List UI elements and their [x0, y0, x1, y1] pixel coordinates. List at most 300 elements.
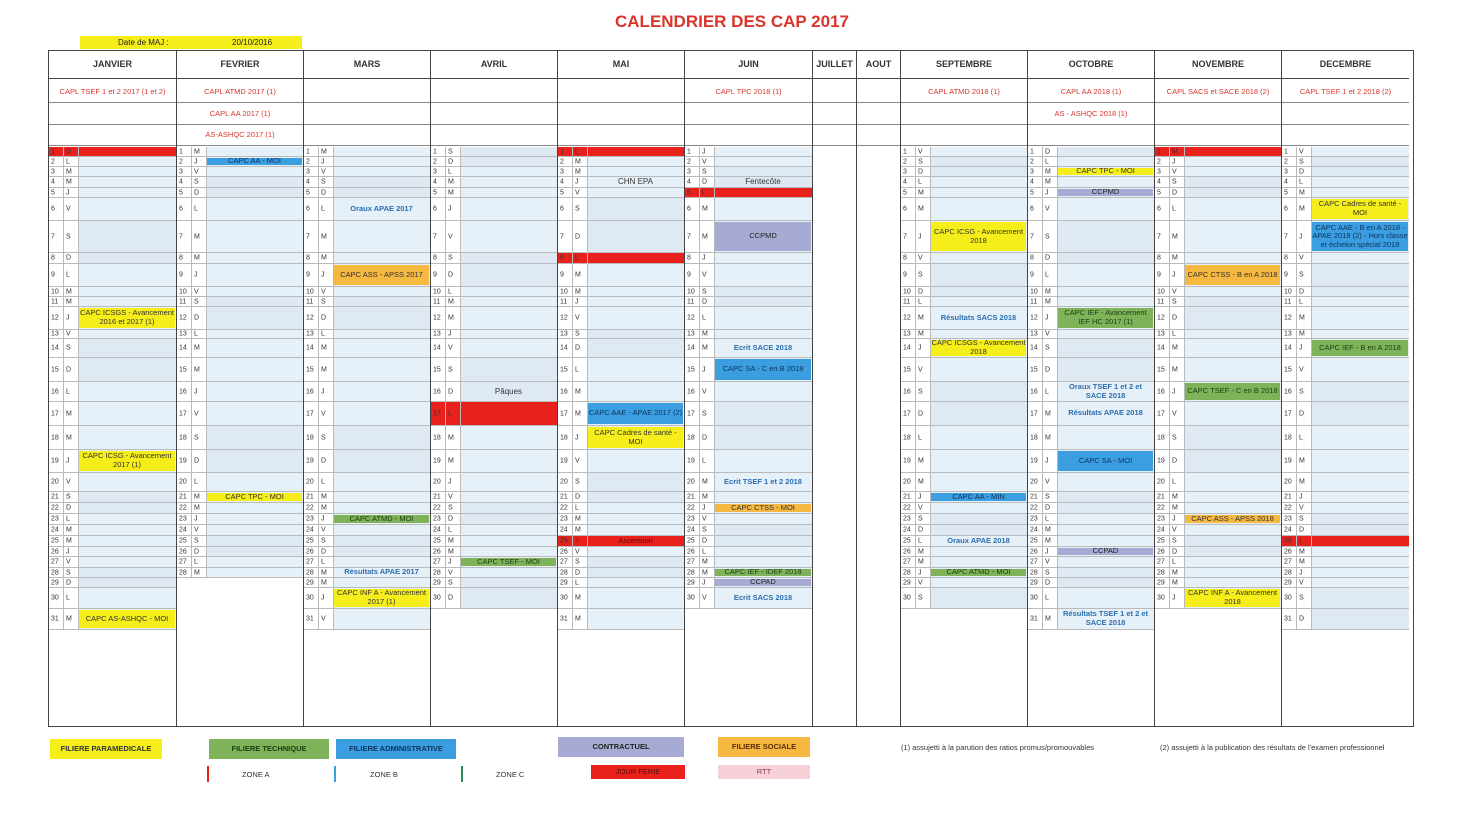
day-number: 23 [306, 515, 314, 523]
cell-divider [714, 307, 715, 329]
cell-divider [206, 382, 207, 401]
day-row [177, 382, 303, 402]
weekday-letter: M [321, 344, 327, 352]
weekday-letter: S [448, 504, 453, 512]
day-cell-bg [461, 525, 557, 535]
weekday-letter: S [321, 178, 326, 186]
cell-divider [63, 221, 64, 252]
day-number: 13 [433, 330, 441, 338]
day-row [685, 188, 812, 198]
cell-divider [206, 253, 207, 263]
day-number: 8 [51, 254, 55, 262]
day-number: 29 [306, 579, 314, 586]
day-cell-bg [79, 188, 176, 197]
weekday-letter: V [194, 526, 199, 534]
day-number: 28 [1284, 569, 1292, 576]
cell-divider [1057, 525, 1058, 535]
day-cell-bg [588, 307, 684, 329]
cell-divider [1296, 450, 1297, 472]
cell-divider [1057, 473, 1058, 491]
day-row [1155, 492, 1281, 503]
weekday-letter: D [1299, 410, 1305, 417]
weekday-letter: S [1172, 298, 1177, 305]
day-number: 14 [306, 344, 314, 352]
day-row [304, 339, 430, 358]
day-row [1028, 147, 1154, 157]
cell-divider [206, 167, 207, 176]
day-cell-bg [334, 547, 430, 556]
cell-divider [1169, 557, 1170, 567]
weekday-letter: M [194, 569, 200, 576]
cell-divider [1169, 157, 1170, 166]
cell-divider [1057, 157, 1058, 166]
cell-divider [1296, 525, 1297, 535]
cell-divider [318, 188, 319, 197]
day-row [1028, 503, 1154, 514]
cell-divider [191, 330, 192, 338]
weekday-letter: M [702, 478, 708, 486]
weekday-letter: S [321, 298, 326, 305]
day-cell-bg [79, 358, 176, 381]
day-number: 28 [1030, 569, 1038, 576]
weekday-letter: D [1172, 189, 1178, 196]
weekday-letter: V [321, 288, 326, 295]
day-number: 6 [179, 205, 183, 213]
cell-divider [714, 557, 715, 567]
day-number: 14 [687, 344, 695, 352]
cell-divider [460, 339, 461, 357]
day-cell-bg [588, 198, 684, 220]
cap-event: CAPC IEF - IDEF 2018 [715, 569, 811, 576]
weekday-letter: D [448, 271, 454, 279]
cell-divider [445, 198, 446, 220]
day-number: 23 [179, 515, 187, 523]
cell-divider [1311, 450, 1312, 472]
cell-divider [1311, 177, 1312, 187]
day-number: 20 [687, 478, 695, 486]
cap-event: CAPC TSEF - MOI [461, 558, 556, 566]
weekday-letter: L [1045, 388, 1049, 395]
day-cell-bg [461, 578, 557, 587]
day-row [685, 264, 812, 287]
cell-divider [1169, 503, 1170, 513]
day-number: 20 [51, 478, 59, 486]
weekday-letter: V [575, 189, 580, 196]
weekday-letter: J [1045, 548, 1049, 555]
cell-divider [1311, 167, 1312, 176]
cell-divider [714, 198, 715, 220]
day-number: 10 [51, 288, 59, 295]
cell-divider [587, 253, 588, 263]
cell-divider [63, 547, 64, 556]
cell-divider [1311, 426, 1312, 449]
day-cell-bg [1312, 492, 1409, 502]
capl-empty [431, 81, 557, 103]
weekday-letter: L [575, 254, 579, 262]
cell-divider [1296, 264, 1297, 286]
day-row [304, 264, 430, 287]
day-number: 3 [179, 168, 183, 175]
day-number: 25 [1030, 537, 1038, 545]
day-row [558, 339, 684, 358]
cell-divider [460, 188, 461, 197]
day-row [1155, 358, 1281, 382]
day-number: 1 [433, 148, 437, 155]
day-number: 26 [433, 548, 441, 555]
weekday-letter: D [66, 148, 72, 155]
cell-divider [1169, 588, 1170, 608]
cell-divider [78, 167, 79, 176]
weekday-letter: V [918, 504, 923, 512]
cell-divider [1042, 578, 1043, 587]
weekday-letter: D [1172, 457, 1178, 465]
day-row [1282, 568, 1409, 578]
day-cell-bg [588, 167, 684, 176]
day-row [558, 473, 684, 492]
cell-divider [191, 514, 192, 524]
cell-divider [699, 450, 700, 472]
day-cell-bg [461, 514, 557, 524]
day-cell-bg [1312, 297, 1409, 306]
weekday-letter: M [1172, 254, 1178, 262]
day-number: 16 [687, 388, 695, 395]
day-row [901, 253, 1027, 264]
cell-divider [191, 503, 192, 513]
weekday-letter: V [321, 168, 326, 175]
cell-divider [714, 382, 715, 401]
weekday-letter: M [194, 366, 200, 373]
update-date [80, 36, 302, 49]
cap-event: Résultats APAE 2018 [1068, 408, 1143, 418]
day-number: 5 [1284, 189, 1288, 196]
day-number: 10 [1157, 288, 1165, 295]
weekday-letter: S [918, 271, 923, 279]
day-cell-bg [1185, 402, 1281, 425]
day-number: 4 [687, 178, 691, 186]
day-number: 1 [179, 148, 183, 155]
cell-divider [1169, 578, 1170, 587]
day-row [431, 297, 557, 307]
cell-divider [1042, 167, 1043, 176]
weekday-letter: D [702, 434, 708, 441]
day-number: 28 [179, 569, 187, 576]
day-row [177, 167, 303, 177]
cell-divider [1311, 578, 1312, 587]
day-number: 1 [1284, 148, 1288, 155]
cell-divider [333, 382, 334, 401]
day-number: 31 [306, 615, 314, 623]
day-number: 27 [1030, 558, 1038, 566]
day-row [1155, 339, 1281, 358]
weekday-letter: D [918, 168, 924, 175]
cell-divider [699, 426, 700, 449]
cell-divider [63, 307, 64, 329]
day-cell-bg [715, 297, 812, 306]
cell-divider [206, 358, 207, 381]
cell-divider [1057, 492, 1058, 502]
day-cell-bg [715, 307, 812, 329]
month-column-fevrier [176, 51, 303, 726]
day-cell-bg [715, 287, 812, 296]
day-number: 22 [1030, 504, 1038, 512]
day-cell-bg [207, 358, 303, 381]
cell-divider [699, 536, 700, 546]
day-number: 14 [179, 344, 187, 352]
day-row [1155, 426, 1281, 450]
day-row [304, 536, 430, 547]
day-row [1028, 198, 1154, 221]
cell-divider [191, 536, 192, 546]
day-row [901, 147, 1027, 157]
cell-divider [318, 609, 319, 629]
day-number: 7 [179, 233, 183, 240]
cap-event: Oraux APAE 2018 [947, 537, 1010, 545]
cell-divider [1042, 287, 1043, 296]
day-row [1282, 503, 1409, 514]
cell-divider [1042, 492, 1043, 502]
day-row [1028, 167, 1154, 177]
weekday-letter: D [575, 493, 581, 501]
cell-divider [1296, 578, 1297, 587]
weekday-letter: V [66, 558, 71, 566]
cell-divider [191, 167, 192, 176]
cap-event: CAPC TPC - MOI [207, 493, 302, 501]
day-cell-bg [461, 307, 557, 329]
day-cell-bg [715, 157, 812, 166]
cell-divider [206, 188, 207, 197]
weekday-letter: M [1299, 330, 1305, 338]
day-number: 11 [560, 298, 568, 305]
day-number: 4 [179, 178, 183, 186]
cell-divider [572, 588, 573, 608]
cell-divider [915, 221, 916, 252]
cell-divider [460, 536, 461, 546]
weekday-letter: L [66, 594, 70, 602]
day-row [1282, 253, 1409, 264]
month-header: SEPTEMBRE [901, 51, 1027, 79]
cell-divider [460, 198, 461, 220]
day-row [1155, 188, 1281, 198]
day-row [49, 473, 176, 492]
cell-divider [572, 177, 573, 187]
day-cell-bg [334, 253, 430, 263]
cell-divider [699, 147, 700, 156]
cell-divider [206, 221, 207, 252]
weekday-letter: D [1045, 504, 1051, 512]
day-number: 13 [1157, 330, 1165, 338]
cell-divider [206, 307, 207, 329]
day-number: 7 [903, 233, 907, 240]
day-cell-bg [207, 557, 303, 567]
cell-divider [78, 568, 79, 577]
day-row [431, 253, 557, 264]
day-number: 17 [1284, 410, 1292, 417]
day-row [1282, 307, 1409, 330]
day-row [1028, 588, 1154, 609]
weekday-letter: S [448, 366, 453, 373]
day-number: 21 [903, 493, 911, 501]
capl-empty [1282, 124, 1409, 146]
weekday-letter: L [1045, 594, 1049, 602]
weekday-letter: J [321, 158, 325, 165]
day-cell-bg [1312, 157, 1409, 166]
day-number: 4 [1284, 178, 1288, 186]
cap-event: CAPC AA - MOI [207, 158, 302, 165]
day-number: 17 [560, 410, 568, 417]
cell-divider [1184, 568, 1185, 577]
cell-divider [1057, 177, 1058, 187]
cell-divider [1042, 358, 1043, 381]
day-row [431, 402, 557, 426]
day-cell-bg [79, 167, 176, 176]
cell-divider [445, 358, 446, 381]
day-cell-bg [461, 198, 557, 220]
cell-divider [699, 402, 700, 425]
day-cell-bg [1185, 157, 1281, 166]
cap-event: CAPC ICSG - Avancement 2017 (1) [79, 451, 175, 471]
capl-entry: CAPL TSEF 1 et 2 2018 (2) [1282, 81, 1409, 103]
capl-entry: CAPL SACS et SACE 2018 (2) [1155, 81, 1281, 103]
cell-divider [1296, 492, 1297, 502]
cell-divider [78, 536, 79, 546]
weekday-letter: M [66, 434, 72, 441]
weekday-letter: D [194, 314, 200, 322]
day-cell-bg [931, 297, 1027, 306]
day-number: 29 [433, 579, 441, 586]
day-row [49, 503, 176, 514]
day-number: 10 [306, 288, 314, 295]
day-cell-bg [1312, 253, 1409, 263]
cell-divider [1311, 568, 1312, 577]
day-cell-bg [207, 221, 303, 252]
cell-divider [191, 492, 192, 502]
cell-divider [1042, 330, 1043, 338]
month-header: NOVEMBRE [1155, 51, 1281, 79]
weekday-letter: M [918, 478, 924, 486]
cell-divider [1169, 177, 1170, 187]
day-number: 26 [1030, 548, 1038, 555]
day-row [1028, 177, 1154, 188]
weekday-letter: J [321, 515, 325, 523]
cap-event: CAPC ATMD - MOI [931, 569, 1026, 576]
day-cell-bg [588, 578, 684, 587]
capl-empty [49, 124, 176, 146]
day-number: 23 [560, 515, 568, 523]
day-number: 21 [1030, 493, 1038, 501]
cell-divider [63, 525, 64, 535]
day-cell-bg [1312, 503, 1409, 513]
cell-divider [714, 167, 715, 176]
day-number: 15 [306, 366, 314, 373]
cell-divider [1169, 568, 1170, 577]
cell-divider [1057, 578, 1058, 587]
cell-divider [930, 147, 931, 156]
cell-divider [915, 307, 916, 329]
weekday-letter: D [575, 233, 581, 240]
cell-divider [930, 402, 931, 425]
weekday-letter: M [1172, 344, 1178, 352]
day-number: 9 [1157, 271, 1161, 279]
weekday-letter: D [321, 457, 327, 465]
day-number: 17 [51, 410, 59, 417]
day-cell-bg [1058, 557, 1154, 567]
day-cell-bg [588, 188, 684, 197]
day-row [1028, 339, 1154, 358]
weekday-letter: M [66, 298, 72, 305]
cell-divider [78, 525, 79, 535]
day-cell-bg [207, 198, 303, 220]
cell-divider [1184, 536, 1185, 546]
day-cell-bg [715, 264, 812, 286]
cell-divider [1296, 588, 1297, 608]
capl-empty [813, 103, 856, 125]
day-number: 2 [179, 158, 183, 165]
weekday-letter: J [66, 457, 70, 465]
weekday-letter: M [1045, 298, 1051, 305]
weekday-letter: J [1045, 314, 1049, 322]
day-row [431, 287, 557, 297]
day-number: 12 [560, 314, 568, 322]
weekday-letter: D [702, 178, 708, 186]
day-cell-bg [1312, 358, 1409, 381]
day-cell-bg [1058, 297, 1154, 306]
cell-divider [63, 253, 64, 263]
weekday-letter: M [1299, 314, 1305, 322]
weekday-letter: M [1299, 548, 1305, 555]
day-row [685, 514, 812, 525]
day-number: 24 [179, 526, 187, 534]
day-cell-bg [207, 473, 303, 491]
cell-divider [445, 307, 446, 329]
cell-divider [191, 253, 192, 263]
day-row [1155, 157, 1281, 167]
cell-divider [1311, 536, 1312, 546]
cap-event: CAPC SA - C en B 2018 [715, 359, 811, 380]
day-number: 3 [51, 168, 55, 175]
day-number: 24 [687, 526, 695, 534]
cell-divider [1057, 426, 1058, 449]
day-number: 29 [1284, 579, 1292, 586]
weekday-letter: L [1299, 298, 1303, 305]
cell-divider [191, 188, 192, 197]
day-number: 19 [1030, 457, 1038, 465]
cell-divider [1296, 503, 1297, 513]
cell-divider [318, 382, 319, 401]
cell-divider [78, 473, 79, 491]
cell-divider [445, 536, 446, 546]
day-row [177, 358, 303, 382]
capl-empty [857, 81, 900, 103]
cell-divider [78, 297, 79, 306]
weekday-letter: M [702, 233, 708, 240]
day-row [558, 514, 684, 525]
cap-event: CAPC Cadres de santé - MOI [1312, 199, 1408, 219]
day-row [685, 198, 812, 221]
weekday-letter: M [1299, 205, 1305, 213]
day-row [558, 402, 684, 426]
month-column-novembre [1154, 51, 1281, 726]
cap-event: CHN EPA [618, 178, 653, 186]
day-number: 13 [179, 330, 187, 338]
weekday-letter: M [448, 537, 454, 545]
day-cell-bg [588, 547, 684, 556]
weekday-letter: S [702, 410, 707, 417]
cell-divider [460, 167, 461, 176]
weekday-letter: M [702, 205, 708, 213]
day-number: 13 [560, 330, 568, 338]
cap-event: CCPMD [715, 222, 811, 251]
cell-divider [460, 358, 461, 381]
